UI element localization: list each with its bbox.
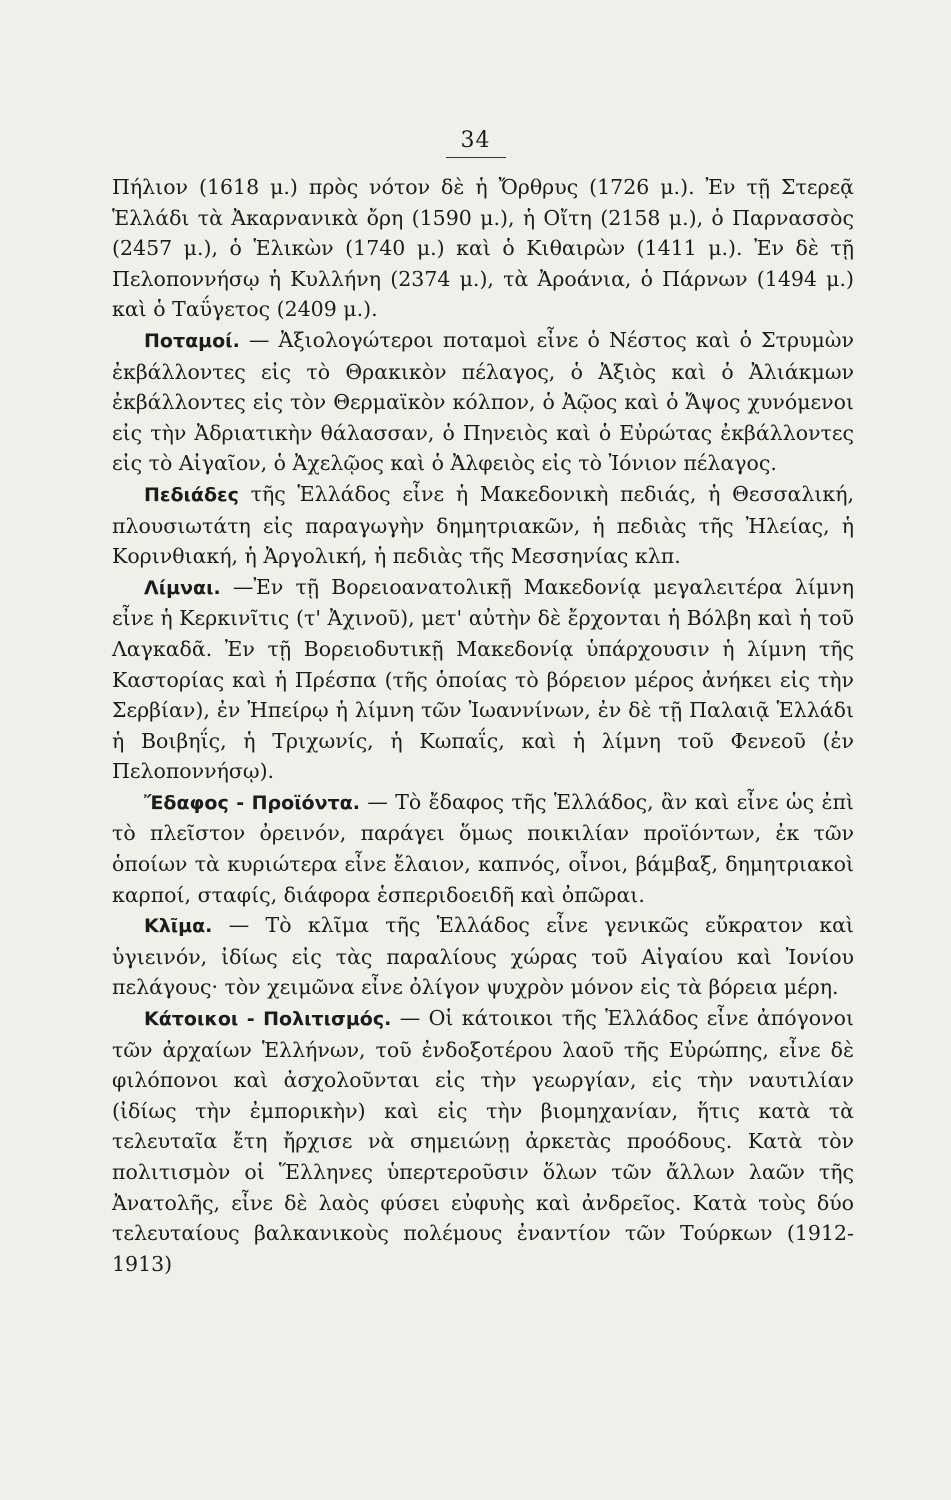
- page-number-rule: [446, 157, 506, 158]
- paragraph-lakes: [112, 572, 854, 787]
- page-number-text: 34: [460, 128, 491, 153]
- paragraph-mountains: [112, 172, 854, 325]
- paragraph-text: — Ἀξιολογώτεροι ποταμοὶ εἶνε ὁ Νέστος καὶ ὁ Στρυμὼν ἐκβάλλοντες εἰς τὸ Θρακικὸν πέλαγος, ὁ Ἀξιὸς καὶ ὁ Ἀλιάκμων ἐκβάλλοντες εἰς τὸν Θερμαϊκὸν κόλπον, ὁ Ἀῷος καὶ ὁ Ἄψος χυνόμενοι εἰς τὴν Ἀδριατικὴν θάλασσαν, ὁ Πηνειὸς καὶ ὁ Εὐρώτας ἐκβάλλοντες εἰς τὸ Αἰγαῖον, ὁ Ἀχελῷος καὶ ὁ Ἀλφειὸς εἰς τὸ Ἰόνιον πέλαγος.: [112, 327, 854, 476]
- paragraph-text: — Οἱ κάτοικοι τῆς Ἑλλάδος εἶνε ἀπόγονοι τῶν ἀρχαίων Ἑλλήνων, τοῦ ἐνδοξοτέρου λαοῦ τῆς Εὐρώπης, εἶνε δὲ φιλόπονοι καὶ ἀσχολοῦνται εἰς τὴν γεωργίαν, εἰς τὴν ναυτιλίαν (ἰδίως τὴν ἐμπορικὴν) καὶ εἰς τὴν βιομηχανίαν, ἥτις κατὰ τὰ τελευταῖα ἔτη ἤρχισε νὰ σημειώνῃ ἀρκετὰς προόδους. Κατὰ τὸν πολιτισμὸν οἱ Ἕλληνες ὑπερτεροῦσιν ὅλων τῶν ἄλλων λαῶν τῆς Ἀνατολῆς, εἶνε δὲ λαὸς φύσει εὐφυὴς καὶ ἀνδρεῖος. Κατὰ τοὺς δύο τελευταίους βαλκανικοὺς πολέμους ἐναντίον τῶν Τούρκων (1912-1913): [112, 1006, 854, 1276]
- section-heading-climate: Κλῖμα.: [144, 915, 213, 938]
- section-heading-inhabitants: Κάτοικοι - Πολιτισμός.: [144, 1008, 392, 1031]
- paragraph-text: τῆς Ἑλλάδος εἶνε ἡ Μακεδονικὴ πεδιάς, ἡ Θεσσαλική, πλουσιωτάτη εἰς παραγωγὴν δημητριακῶν, ἡ πεδιὰς τῆς Ἠλείας, ἡ Κορινθιακή, ἡ Ἀργολική, ἡ πεδιὰς τῆς Μεσσηνίας κλπ.: [112, 481, 854, 569]
- paragraph-text: Πήλιον (1618 μ.) πρὸς νότον δὲ ἡ Ὄρθρυς (1726 μ.). Ἐν τῇ Στερεᾷ Ἑλλάδι τὰ Ἀκαρνανικὰ ὄρη (1590 μ.), ἡ Οἴτη (2158 μ.), ὁ Παρνασσὸς (2457 μ.), ὁ Ἑλικὼν (1740 μ.) καὶ ὁ Κιθαιρὼν (1411 μ.). Ἐν δὲ τῇ Πελοποννήσῳ ἡ Κυλλήνη (2374 μ.), τὰ Ἀροάνια, ὁ Πάρνων (1494 μ.) καὶ ὁ Ταΰγετος (2409 μ.).: [112, 175, 854, 322]
- paragraph-rivers: [112, 325, 854, 479]
- paragraph-text: — Τὸ ἔδαφος τῆς Ἑλλάδος, ἂν καὶ εἶνε ὡς ἐπὶ τὸ πλεῖστον ὀρεινόν, παράγει ὅμως ποικιλίαν προϊόντων, ἐκ τῶν ὁποίων τὰ κυριώτερα εἶνε ἔλαιον, καπνός, οἶνοι, βάμβαξ, δημητριακοὶ καρποί, σταφίς, διάφορα ἑσπεριδοειδῆ καὶ ὀπῶραι.: [112, 789, 854, 907]
- body-text: [112, 172, 854, 1279]
- paragraph-plains: [112, 479, 854, 572]
- section-heading-lakes: Λίμναι.: [144, 576, 221, 599]
- section-heading-soil-products: Ἔδαφος - Προϊόντα.: [144, 791, 360, 814]
- paragraph-soil-products: [112, 787, 854, 910]
- section-heading-plains: Πεδιάδες: [144, 483, 239, 506]
- paragraph-text: —Ἐν τῇ Βορειοανατολικῇ Μακεδονίᾳ μεγαλειτέρα λίμνη εἶνε ἡ Κερκινῖτις (τ' Ἀχινοῦ), μετ' αὐτὴν δὲ ἔρχονται ἡ Βόλβη καὶ ἡ τοῦ Λαγκαδᾶ. Ἐν τῇ Βορειοδυτικῇ Μακεδονίᾳ ὑπάρχουσιν ἡ λίμνη τῆς Καστορίας καὶ ἡ Πρέσπα (τῆς ὁποίας τὸ βόρειον μέρος ἀνήκει εἰς τὴν Σερβίαν), ἐν Ἠπείρῳ ἡ λίμνη τῶν Ἰωαννίνων, ἐν δὲ τῇ Παλαιᾷ Ἑλλάδι ἡ Βοιβηΐς, ἡ Τριχωνίς, ἡ Κωπαΐς, καὶ ἡ λίμνη τοῦ Φενεοῦ (ἐν Πελοποννήσῳ).: [112, 574, 854, 784]
- paragraph-text: — Τὸ κλῖμα τῆς Ἑλλάδος εἶνε γενικῶς εὔκρατον καὶ ὑγιεινόν, ἰδίως εἰς τὰς παραλίους χώρας τοῦ Αἰγαίου καὶ Ἰονίου πελάγους· τὸν χειμῶνα εἶνε ὀλίγον ψυχρὸν μόνον εἰς τὰ βόρεια μέρη.: [112, 913, 854, 1000]
- paragraph-climate: [112, 910, 854, 1003]
- section-heading-rivers: Ποταμοί.: [144, 329, 240, 352]
- page-number: [0, 128, 951, 158]
- paragraph-inhabitants: [112, 1003, 854, 1279]
